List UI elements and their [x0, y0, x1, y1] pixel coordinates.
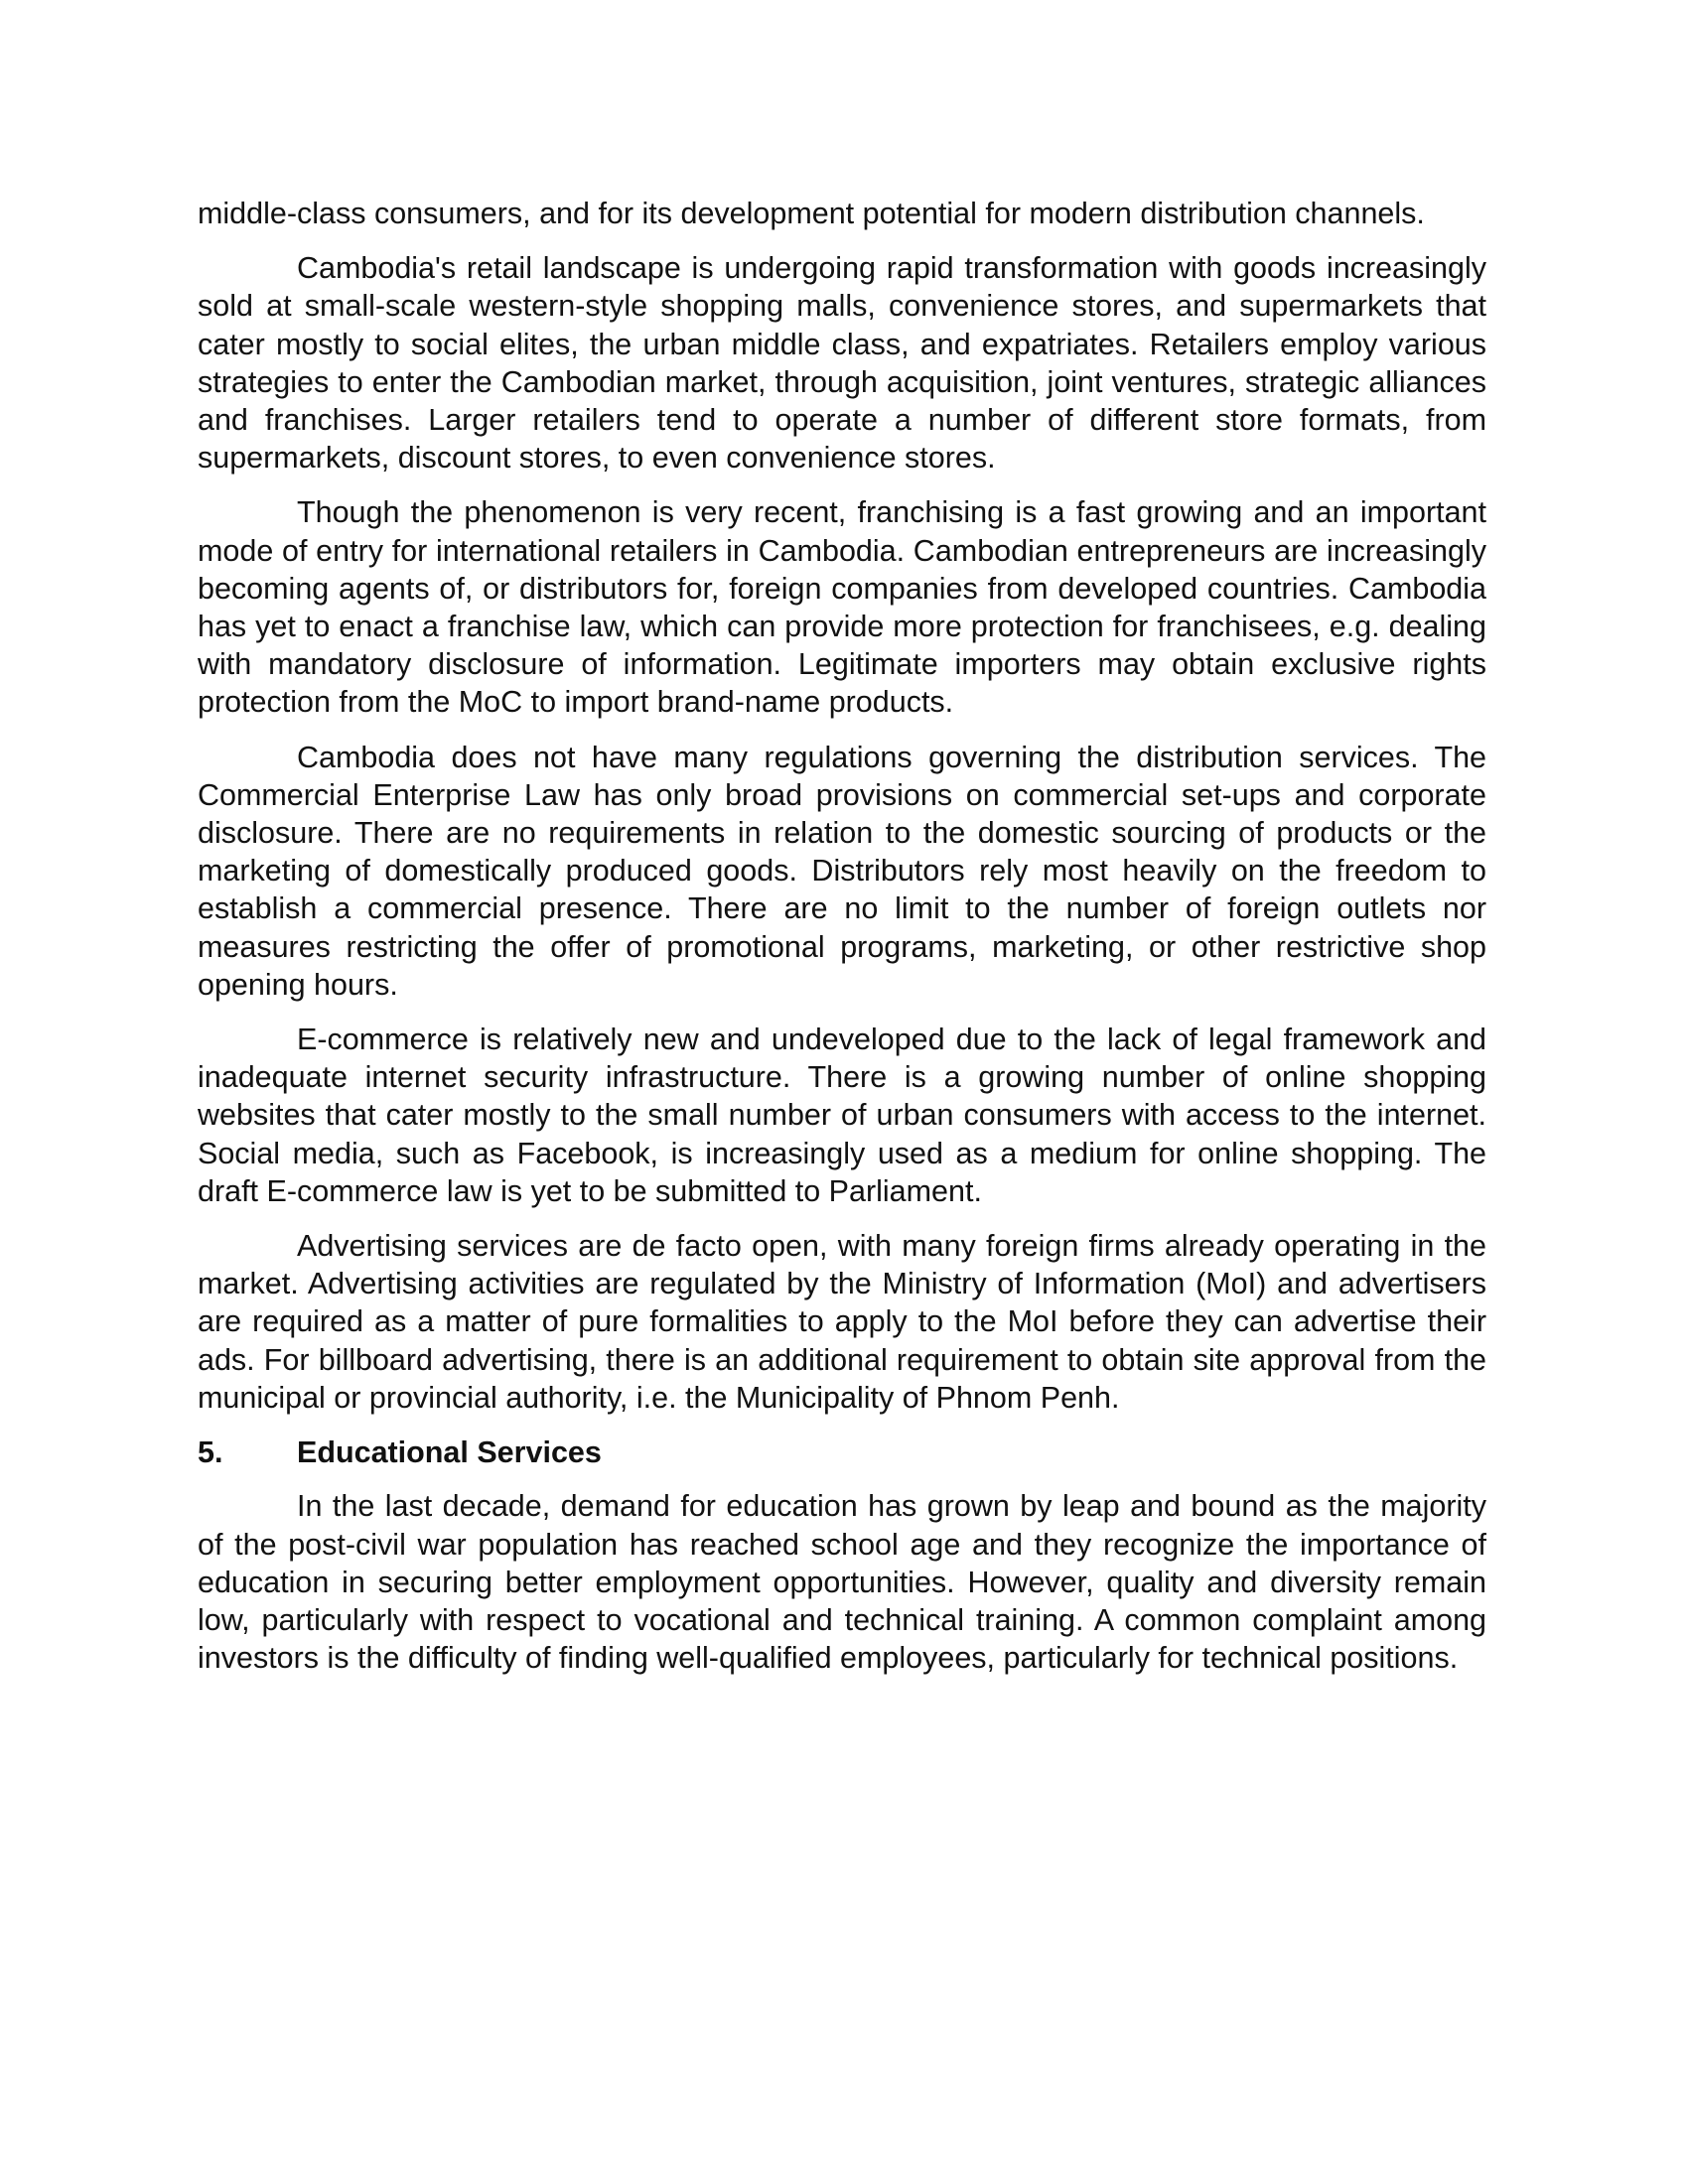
paragraph-education: In the last decade, demand for education has grown by leap and bound as the majority of the post-civil war population has reached school age and they recognize the importance of education in securing better employment opportunities. However, quality and diversity remain low, particularly with respect to vocational and technical training. A common complaint among investors is the difficulty of finding well-qualified employees, particularly for technical positions. — [198, 1489, 1486, 1676]
paragraph-e-commerce: E-commerce is relatively new and undeveloped due to the lack of legal framework and inadequate internet security infrastructure. There is a growing number of online shopping websites that cater mostly to the small number of urban consumers with access to the internet. Social media, such as Facebook, is increasingly used as a medium for online shopping. The draft E-commerce law is yet to be submitted to Parliament. — [198, 1023, 1486, 1208]
paragraph-advertising: Advertising services are de facto open, with many foreign firms already operating in the market. Advertising activities are regulated by the Ministry of Information (MoI) and advertisers are required as a matter of pure formalities to apply to the MoI before they can advertise their ads. For billboard advertising, there is an additional requirement to obtain site approval from the municipal or provincial authority, i.e. the Municipality of Phnom Penh. — [198, 1229, 1486, 1415]
paragraph-retail-landscape: Cambodia's retail landscape is undergoing rapid transformation with goods increasingly sold at small-scale western-style shopping malls, convenience stores, and supermarkets that cater mostly to social elites, the urban middle class, and expatriates. Retailers employ various strategies to enter the Cambodian market, through acquisition, joint ventures, strategic alliances and franchises. Larger retailers tend to operate a number of different store formats, from supermarkets, discount stores, to even convenience stores. — [198, 251, 1486, 476]
section-title: Educational Services — [297, 1435, 602, 1470]
document-page — [198, 195, 1486, 1694]
paragraph-distribution-regulations: Cambodia does not have many regulations governing the distribution services. The Commercial Enterprise Law has only broad provisions on commercial set-ups and corporate disclosure. There are no requirements in relation to the domestic sourcing of products or the marketing of domestically produced goods. Distributors rely most heavily on the freedom to establish a commercial presence. There are no limit to the number of foreign outlets nor measures restricting the offer of promotional programs, marketing, or other restrictive shop opening hours. — [198, 740, 1486, 1002]
section-heading — [198, 1433, 1486, 1471]
paragraph-continuation: middle-class consumers, and for its development potential for modern distribution channels. — [198, 197, 1425, 230]
paragraph-franchising: Though the phenomenon is very recent, franchising is a fast growing and an important mode of entry for international retailers in Cambodia. Cambodian entrepreneurs are increasingly becoming agents of, or distributors for, foreign companies from developed countries. Cambodia has yet to enact a franchise law, which can provide more protection for franchisees, e.g. dealing with mandatory disclosure of information. Legitimate importers may obtain exclusive rights protection from the MoC to import brand-name products. — [198, 495, 1486, 720]
section-number: 5. — [198, 1435, 223, 1470]
